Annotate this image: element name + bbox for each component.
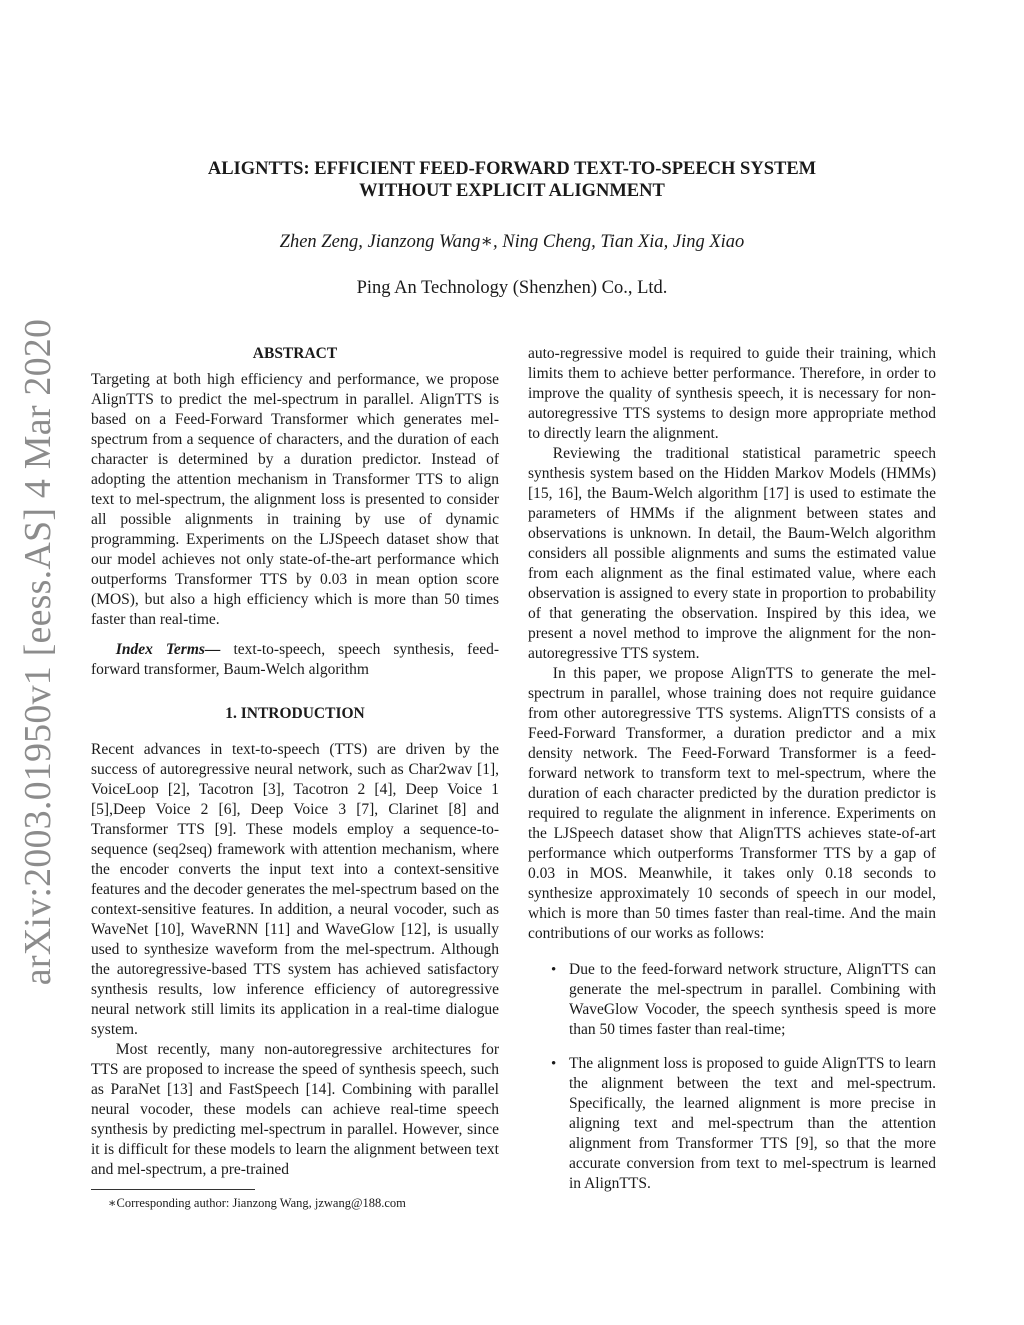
bullet-icon: •: [551, 1056, 557, 1072]
abstract-text: Targeting at both high efficiency and performance, we propose AlignTTS to predict the mel-spectrum in parallel. AlignTTS is based on a Feed-Forward Transformer which generates mel-spectrum from a sequence of characters, and the duration of each character is determined by a duration predictor. Instead of adopting the attention mechanism in Transformer TTS to align text to mel-spectrum, the alignment loss is presented to consider all possible alignments in training by use of dynamic programming. Experiments on the LJSpeech dataset show that our model achieves not only state-of-the-art performance which outperforms Transformer TTS by 0.03 in mean option score (MOS), but also a high efficiency which is more than 50 times faster than real-time.: [91, 371, 499, 628]
index-terms: [91, 640, 499, 680]
author-list: Zhen Zeng, Jianzong Wang∗, Ning Cheng, Tian Xia, Jing Xiao: [279, 232, 745, 252]
introduction-heading: 1. INTRODUCTION: [225, 705, 365, 722]
list-item: [551, 1054, 936, 1194]
intro-paragraph-4: Reviewing the traditional statistical parametric speech synthesis system based on the Hidden Markov Models (HMMs) [15, 16], the Baum-Welch algorithm [17] is used to estimate the parameters of HMMs if the alignment between states and observations is unknown. In detail, the Baum-Welch algorithm considers all possible alignments and sums the estimated value from each alignment as the final estimated value, where each observation is assigned to every state in proportion to probability of that generating the observation. Inspired by this idea, we present a novel method to improve the alignment for the non-autoregressive TTS system.: [528, 445, 936, 662]
contribution-text: The alignment loss is proposed to guide AlignTTS to learn the alignment between the text and mel-spectrum. Specifically, the learned alignment is more precise in aligning text and mel-spectrum than the attention alignment from Transformer TTS [9], so that the more accurate conversion from text to mel-spectrum is learned in AlignTTS.: [569, 1055, 936, 1192]
arxiv-identifier-stamp: arXiv:2003.01950v1 [eess.AS] 4 Mar 2020: [17, 318, 59, 986]
contributions-list: [528, 960, 936, 1194]
footnote-divider: [91, 1189, 255, 1190]
bullet-icon: •: [551, 962, 557, 978]
title-line-1: ALIGNTTS: EFFICIENT FEED-FORWARD TEXT-TO-SPEECH SYSTEM: [207, 159, 817, 179]
footnote: ∗Corresponding author: Jianzong Wang, jzwang@188.com: [108, 1196, 406, 1210]
abstract-heading: ABSTRACT: [252, 345, 338, 362]
index-terms-label: Index Terms—: [115, 641, 221, 658]
intro-paragraph-5: In this paper, we propose AlignTTS to generate the mel-spectrum in parallel, whose training does not require guidance from other autoregressive TTS systems. AlignTTS consists of a Feed-Forward Transformer, a duration predictor and a mix density network. The Feed-Forward Transformer is a feed-forward network to transform text to mel-spectrum, where the duration of each character predicted by the duration predictor is required to regulate the alignment in inference. Experiments on the LJSpeech dataset show that AlignTTS achieves state-of-art performance which outperforms Transformer TTS by a gap of 0.03 in MOS. Meanwhile, it takes only 0.18 seconds to synthesize approximately 10 seconds of speech in our model, which is more than 50 times faster than real-time. And the main contributions of our works as follows:: [528, 665, 936, 942]
affiliation: Ping An Technology (Shenzhen) Co., Ltd.: [356, 278, 668, 298]
intro-paragraph-1: Recent advances in text-to-speech (TTS) are driven by the success of autoregressive neural network, such as Char2wav [1], VoiceLoop [2], Tacotron [3], Tacotron 2 [4], Deep Voice 1 [5],Deep Voice 2 [6], Deep Voice 3 [7], Clarinet [8] and Transformer TTS [9]. These models employ a sequence-to-sequence (seq2seq) framework with attention mechanism, where the encoder converts the input text into a context-sensitive features and the decoder generates the mel-spectrum based on the context-sensitive features. In addition, a neural vocoder, such as WaveNet [10], WaveRNN [11] and WaveGlow [12], is usually used to synthesize waveform from the mel-spectrum. Although the autoregressive-based TTS system has achieved satisfactory synthesis results, low inference efficiency of autoregressive neural network still limits its application in a real-time dialogue system.: [91, 741, 499, 1038]
index-terms-text: text-to-speech, speech synthesis, feed-forward transformer, Baum-Welch algorithm: [91, 641, 499, 678]
intro-paragraph-2: Most recently, many non-autoregressive architectures for TTS are proposed to increase the speed of synthesis speech, such as ParaNet [13] and FastSpeech [14]. Combining with parallel neural vocoder, these models can achieve real-time speech synthesis by predicting mel-spectrum in parallel. However, since it is difficult for these models to learn the alignment between text and mel-spectrum, a pre-trained: [91, 1041, 499, 1178]
title-line-2: WITHOUT EXPLICIT ALIGNMENT: [359, 181, 665, 201]
paper-title: [150, 158, 874, 202]
left-column: [91, 344, 499, 1180]
intro-paragraph-3: auto-regressive model is required to guide their training, which limits them to achieve better performance. Therefore, in order to improve the quality of synthesis speech, it is necessary for non-autoregressive TTS systems to design more appropriate method to directly learn the alignment.: [528, 345, 936, 442]
list-item: [551, 960, 936, 1040]
contribution-text: Due to the feed-forward network structure, AlignTTS can generate the mel-spectrum in parallel. Combining with WaveGlow Vocoder, the speech synthesis speed is more than 50 times faster than real-time;: [569, 961, 936, 1038]
right-column: [528, 344, 936, 1208]
